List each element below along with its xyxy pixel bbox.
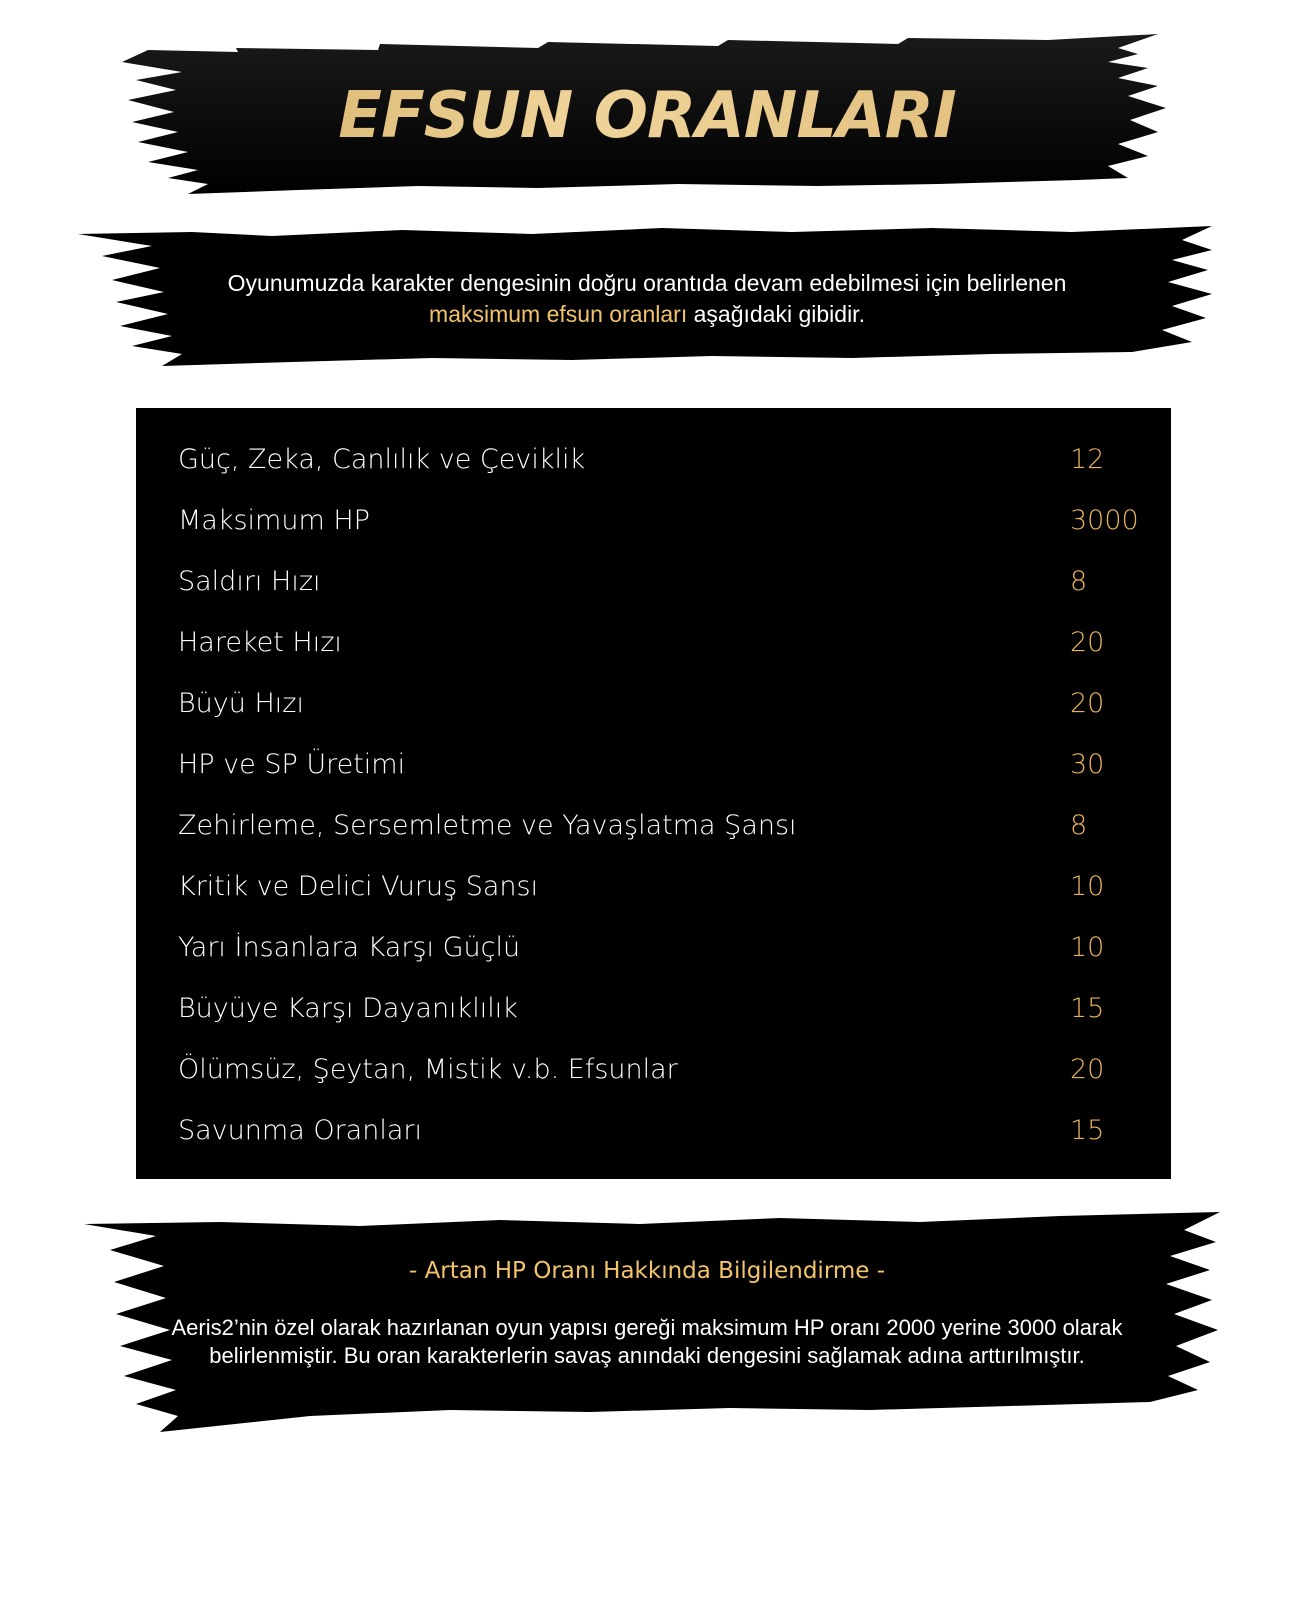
table-row	[178, 1050, 1138, 1090]
table-row	[178, 806, 1138, 846]
rate-label: Ölümsüz, Şeytan, Mistik v.b. Efsunlar	[178, 1054, 678, 1085]
rate-label: Yarı İnsanlara Karşı Güçlü	[178, 932, 521, 963]
intro-text	[150, 268, 1144, 330]
rate-value: 10	[1070, 871, 1105, 902]
table-row	[178, 989, 1138, 1029]
table-row	[178, 928, 1138, 968]
rate-label: Hareket Hızı	[178, 627, 342, 658]
rate-label: Büyü Hızı	[178, 688, 304, 719]
intro-line-1: Oyunumuzda karakter dengesinin doğru orantıda devam edebilmesi için belirlenen	[227, 270, 1067, 296]
table-row	[178, 1111, 1138, 1151]
rate-value: 20	[1070, 688, 1105, 719]
rate-value: 15	[1070, 1115, 1105, 1146]
rate-label: Maksimum HP	[178, 505, 370, 536]
table-row	[178, 440, 1138, 480]
efsun-rates-table	[136, 408, 1171, 1179]
rate-value: 15	[1070, 993, 1105, 1024]
rate-value: 10	[1070, 932, 1105, 963]
rate-label: Büyüye Karşı Dayanıklılık	[178, 993, 518, 1024]
table-row	[178, 745, 1138, 785]
rate-value: 8	[1070, 566, 1088, 597]
intro-highlight: maksimum efsun oranları	[429, 301, 688, 327]
page-title: EFSUN ORANLARI	[0, 78, 1294, 154]
table-row	[178, 867, 1138, 907]
note-body: Aeris2’nin özel olarak hazırlanan oyun yapısı gereği maksimum HP oranı 2000 yerine 3000 olarak belirlenmiştir. Bu oran karakterlerin savaş anındaki dengesini sağlamak adına arttırılmıştır.	[171, 1315, 1123, 1368]
rate-label: Zehirleme, Sersemletme ve Yavaşlatma Şansı	[178, 810, 797, 841]
rate-value: 12	[1070, 444, 1105, 475]
rate-label: Kritik ve Delici Vuruş Sansı	[178, 871, 539, 902]
rate-label: Saldırı Hızı	[178, 566, 321, 597]
table-row	[178, 684, 1138, 724]
rate-value: 3000	[1070, 505, 1139, 536]
intro-line-2: aşağıdaki gibidir.	[687, 301, 865, 327]
rate-value: 8	[1070, 810, 1088, 841]
rate-value: 20	[1070, 1054, 1105, 1085]
table-row	[178, 623, 1138, 663]
table-row	[178, 501, 1138, 541]
rate-label: HP ve SP Üretimi	[178, 749, 406, 780]
note-title: - Artan HP Oranı Hakkında Bilgilendirme -	[408, 1258, 886, 1284]
rate-value: 20	[1070, 627, 1105, 658]
table-row	[178, 562, 1138, 602]
rate-value: 30	[1070, 749, 1105, 780]
rate-label: Savunma Oranları	[178, 1115, 422, 1146]
rate-label: Güç, Zeka, Canlılık ve Çeviklik	[178, 444, 586, 475]
